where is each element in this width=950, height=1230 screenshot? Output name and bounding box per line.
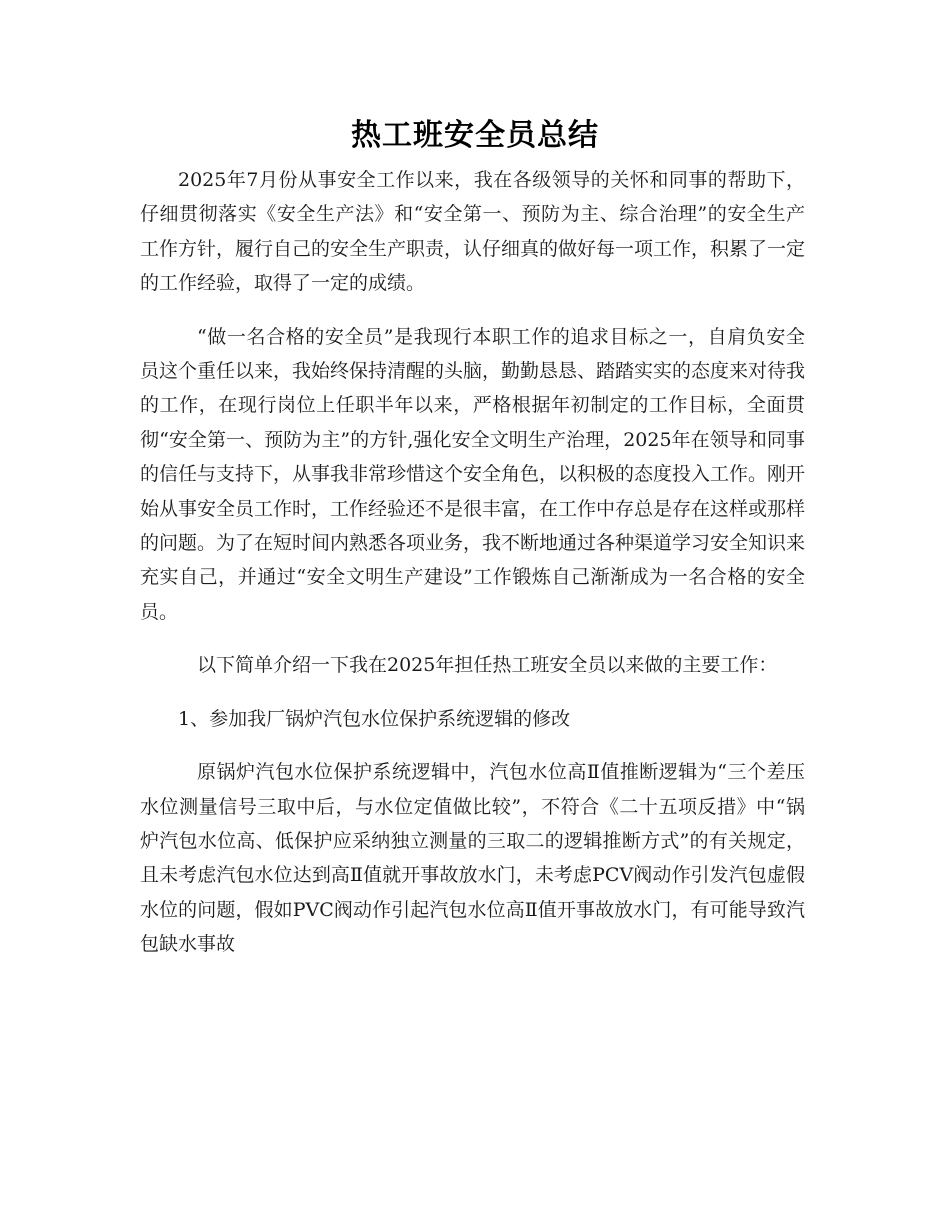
section-heading-1: 1、参加我厂锅炉汽包水位保护系统逻辑的修改 [178,707,571,730]
document-title: 热工班安全员总结 [351,118,599,153]
paragraph-qualified-officer: “做一名合格的安全员”是我现行本职工作的追求目标之一，自肩负安全员这个重任以来，我始终保持清醒的头脑，勤勤恳恳、踏踏实实的态度来对待我的工作，在现行岗位上任职半年以来，严格根据年初制定的工作目标，全面贯彻“安全第一、预防为主”的方针,强化安全文明生产治理，2025年在领导和同事的信任与支持下，从事我非常珍惜这个安全角色，以积极的态度投入工作。刚开始从事安全员工作时，工作经验还不是很丰富，在工作中存总是存在这样或那样的问题。为了在短时间内熟悉各项业务，我不断地通过各种渠道学习安全知识来充实自己，并通过“安全文明生产建设”工作锻炼自己渐渐成为一名合格的安全员。 [140,325,806,623]
document-body [140,163,805,981]
paragraph-work-overview: 以下简单介绍一下我在2025年担任热工班安全员以来做的主要工作： [197,654,778,677]
paragraph-intro: 2025年7月份从事安全工作以来，我在各级领导的关怀和同事的帮助下，仔细贯彻落实《安全生产法》和“安全第一、预防为主、综合治理”的安全生产工作方针，履行自己的安全生产职责，认仔细真的做好每一项工作，积累了一定的工作经验，取得了一定的成绩。 [140,169,806,295]
paragraph-drum-level-logic: 原锅炉汽包水位保护系统逻辑中，汽包水位高Ⅱ值推断逻辑为“三个差压水位测量信号三取中后，与水位定值做比较”，不符合《二十五项反措》中“锅炉汽包水位高、低保护应采纳独立测量的三取二的逻辑推断方式”的有关规定，且未考虑汽包水位达到高Ⅱ值就开事故放水门，未考虑PCV阀动作引发汽包虚假水位的问题，假如PVC阀动作引起汽包水位高Ⅱ值开事故放水门，有可能导致汽包缺水事故 [140,761,805,956]
